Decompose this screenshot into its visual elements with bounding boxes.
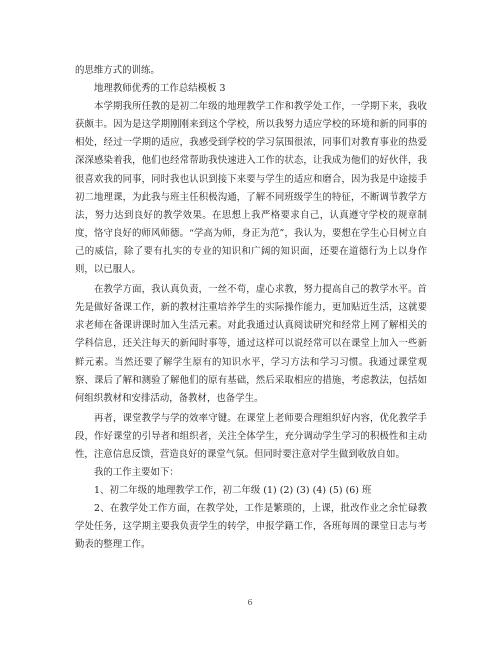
document-body xyxy=(75,62,427,555)
paragraph-classroom: 再者，课堂教学与学的效率守键。在课堂上老师要合理组织好内容，优化教学手段，作好课堂的引导者和组织者，关注全体学生，充分调动学生学习的积极性和主动性，注意信息反馈，营造良好的课堂气氛。但同时要注意对学生做到收放自如。 xyxy=(75,412,427,460)
work-list-heading: 我的工作主要如下： xyxy=(94,467,179,479)
work-list-item-2: 2、在教学处工作方面，在教学处，工作是繁琐的，上课，批改作业之余忙碌教学处任务，这学期主要我负责学生的转学，申报学籍工作，各班每周的课堂日志与考勤表的整理工作。 xyxy=(75,503,427,551)
paragraph-intro: 本学期我所任教的是初二年级的地理教学工作和教学处工作，一学期下来，我收获颇丰。因为是这学期刚刚来到这个学校，所以我努力适应学校的环境和新的同事的相处，经过一学期的适应，我感受到学校的学习氛围很浓，同事们对教育事业的热爱深深感染着我，他们也经常帮助我快速进入工作的状态，让我成为他们的好伙伴，我很喜欢我的同事，同时我也认识到接下来要与学生的适应和磨合，因为我是中途接手初二地理课，为此我与班主任积极沟通，了解不同班级学生的特征，不断调节教学方法，努力达到良好的教学效果。在思想上我严格要求自己，认真遵守学校的规章制度，恪守良好的师风师德。“学高为师，身正为范”，我认为，要想在学生心目树立自己的威信，除了要有扎实的专业的知识和广阔的知识面，还要在道德行为上以身作则，以已服人。 xyxy=(75,101,427,276)
work-list-item-1: 1、初二年级的地理教学工作，初二年级 (1) (2) (3) (4) (5) (6) 班 xyxy=(94,485,372,497)
page-number: 6 xyxy=(247,598,253,607)
lead-line: 的思维方式的训练。 xyxy=(75,65,160,76)
paragraph-teaching: 在教学方面，我认真负责，一丝不苟，虚心求教，努力提高自己的教学水平。首先是做好备课工作，新的教材注重培养学生的实际操作能力，更加贴近生活，这就要求老师在备课讲课时加入生活元素。对此我通过认真阅读研究和经常上网了解相关的学科信息，还关注每天的新闻时事等，通过这样可以说经常可以在课堂上加入一些新鲜元素。当然还要了解学生原有的知识水平，学习方法和学习习惯。我通过课堂观察、课后了解和测验了解他们的原有基础，然后采取相应的措施，考虑教法，包括如何组织教材和安排活动，备教材，也备学生。 xyxy=(75,284,427,404)
section-title: 地理教师优秀的工作总结模板 3 xyxy=(94,83,226,95)
